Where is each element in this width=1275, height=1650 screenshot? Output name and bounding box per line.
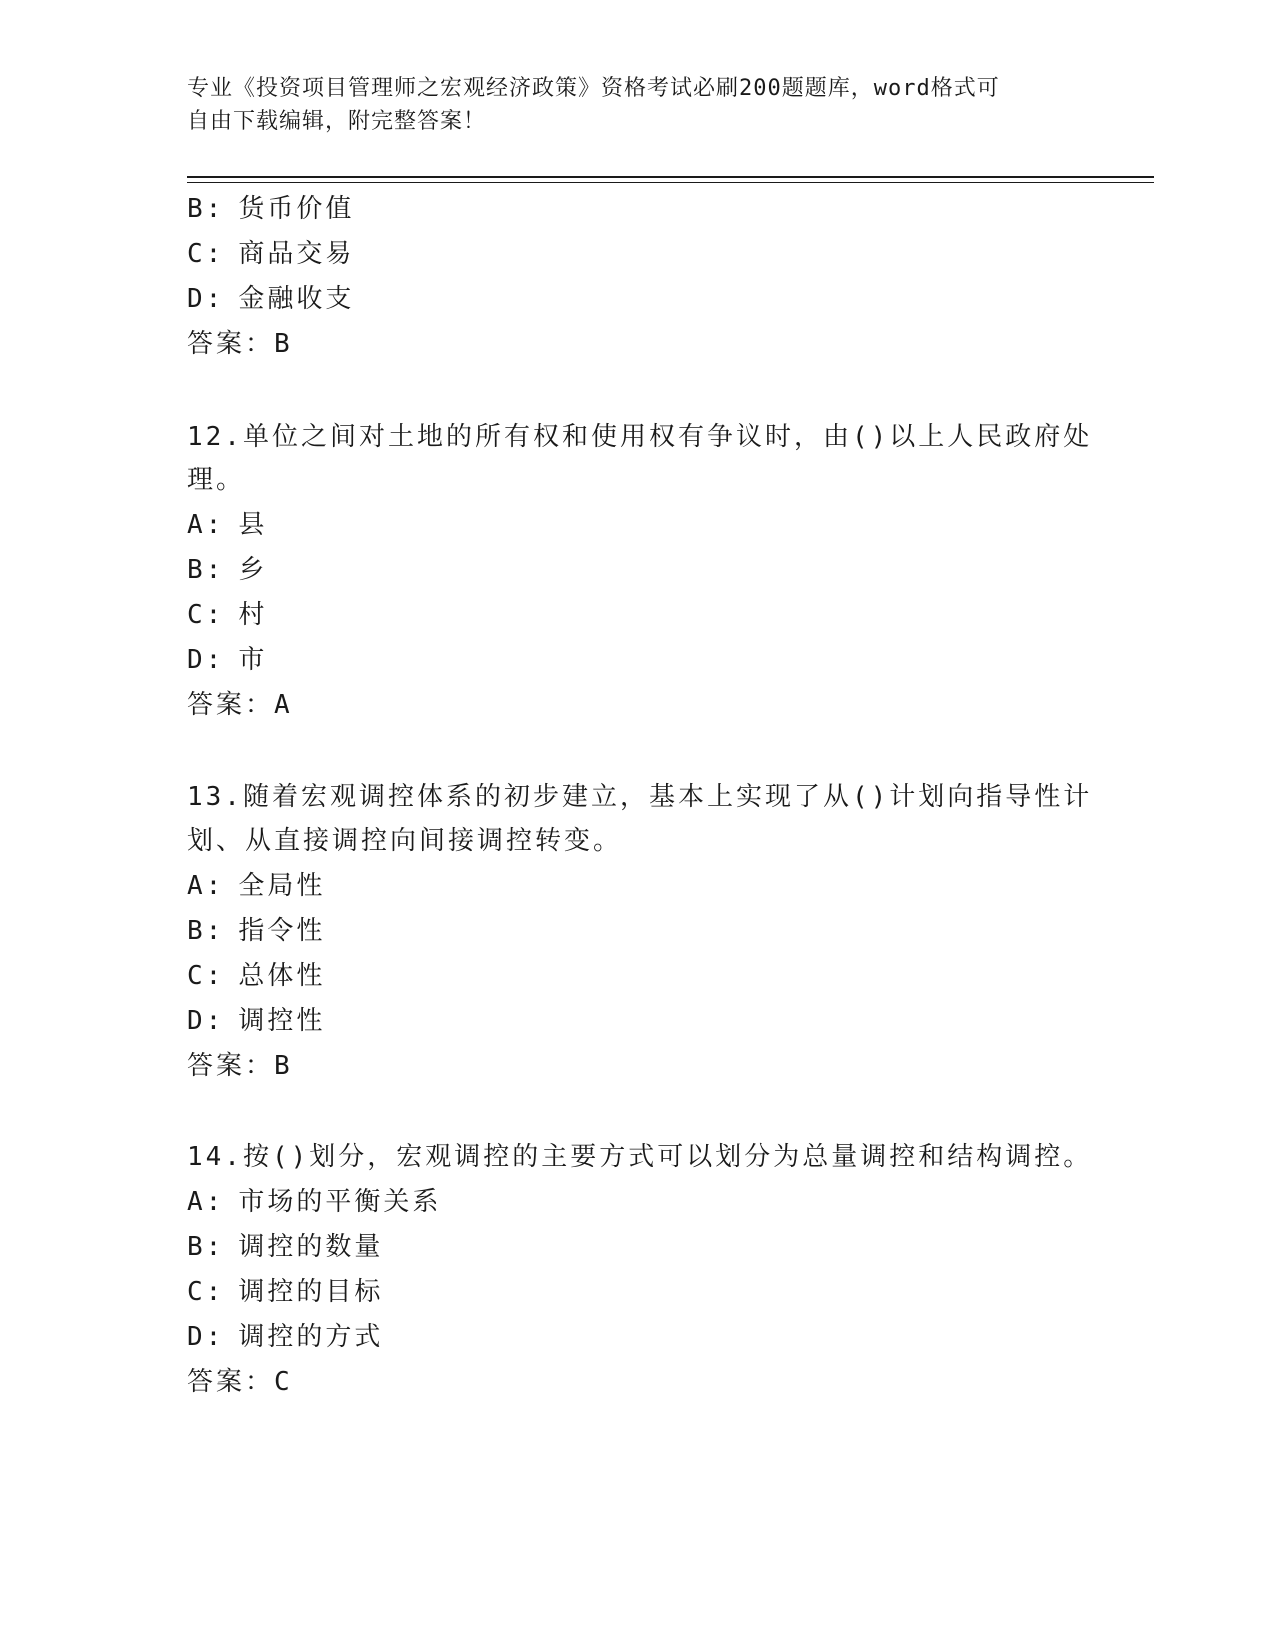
q12-option-c [187,598,267,632]
option-letter: C: [187,1277,225,1307]
q11-answer: 答案：B [187,329,293,359]
option-text: 调控的目标 [238,1277,384,1307]
option-text: 金融收支 [238,284,355,314]
option-text: 货币价值 [238,194,355,224]
q14-option-a [187,1185,441,1219]
q12-stem-line-2: 理。 [187,465,246,495]
q12-stem-line-1: 12.单位之间对土地的所有权和使用权有争议时，由()以上人民政府处 [187,422,1093,452]
option-text: 总体性 [238,961,326,991]
q14-stem-line-1: 14.按()划分，宏观调控的主要方式可以划分为总量调控和结构调控。 [187,1142,1093,1172]
q13-option-b [187,914,325,948]
q13-option-d [187,1004,325,1038]
option-letter: C: [187,961,225,991]
option-text: 市 [238,645,268,675]
header-line-2: 自由下载编辑，附完整答案！ [187,109,487,134]
q14-option-b [187,1230,383,1264]
q12-option-b [187,553,267,587]
q11-option-c [187,237,354,271]
q13-answer: 答案：B [187,1051,293,1081]
option-text: 调控的方式 [238,1322,384,1352]
option-letter: A: [187,871,225,901]
option-letter: D: [187,284,225,314]
q14-option-c [187,1275,383,1309]
option-text: 县 [238,510,268,540]
document-header [187,72,1067,138]
header-line-1: 专业《投资项目管理师之宏观经济政策》资格考试必刷200题题库，word格式可 [187,76,1000,101]
q13-stem-line-1: 13.随着宏观调控体系的初步建立，基本上实现了从()计划向指导性计 [187,782,1093,812]
q12-option-a [187,508,267,542]
option-text: 全局性 [238,871,326,901]
option-text: 村 [238,600,268,630]
q12-answer: 答案：A [187,690,293,720]
q13-option-c [187,959,325,993]
option-text: 调控性 [238,1006,326,1036]
option-text: 市场的平衡关系 [238,1187,442,1217]
option-letter: B: [187,194,225,224]
option-letter: B: [187,555,225,585]
option-letter: D: [187,1006,225,1036]
q13-stem-line-2: 划、从直接调控向间接调控转变。 [187,826,623,856]
option-letter: A: [187,1187,225,1217]
q11-option-d [187,282,354,316]
q14-answer: 答案：C [187,1367,293,1397]
option-letter: A: [187,510,225,540]
option-letter: C: [187,239,225,269]
option-text: 指令性 [238,916,326,946]
option-letter: C: [187,600,225,630]
option-letter: B: [187,1232,225,1262]
q13-option-a [187,869,325,903]
q14-option-d [187,1320,383,1354]
header-divider-thin [187,182,1154,183]
q11-option-b [187,192,354,226]
option-letter: D: [187,1322,225,1352]
option-text: 商品交易 [238,239,355,269]
option-text: 乡 [238,555,268,585]
header-divider-thick [187,176,1154,178]
q12-option-d [187,643,267,677]
option-text: 调控的数量 [238,1232,384,1262]
option-letter: D: [187,645,225,675]
option-letter: B: [187,916,225,946]
